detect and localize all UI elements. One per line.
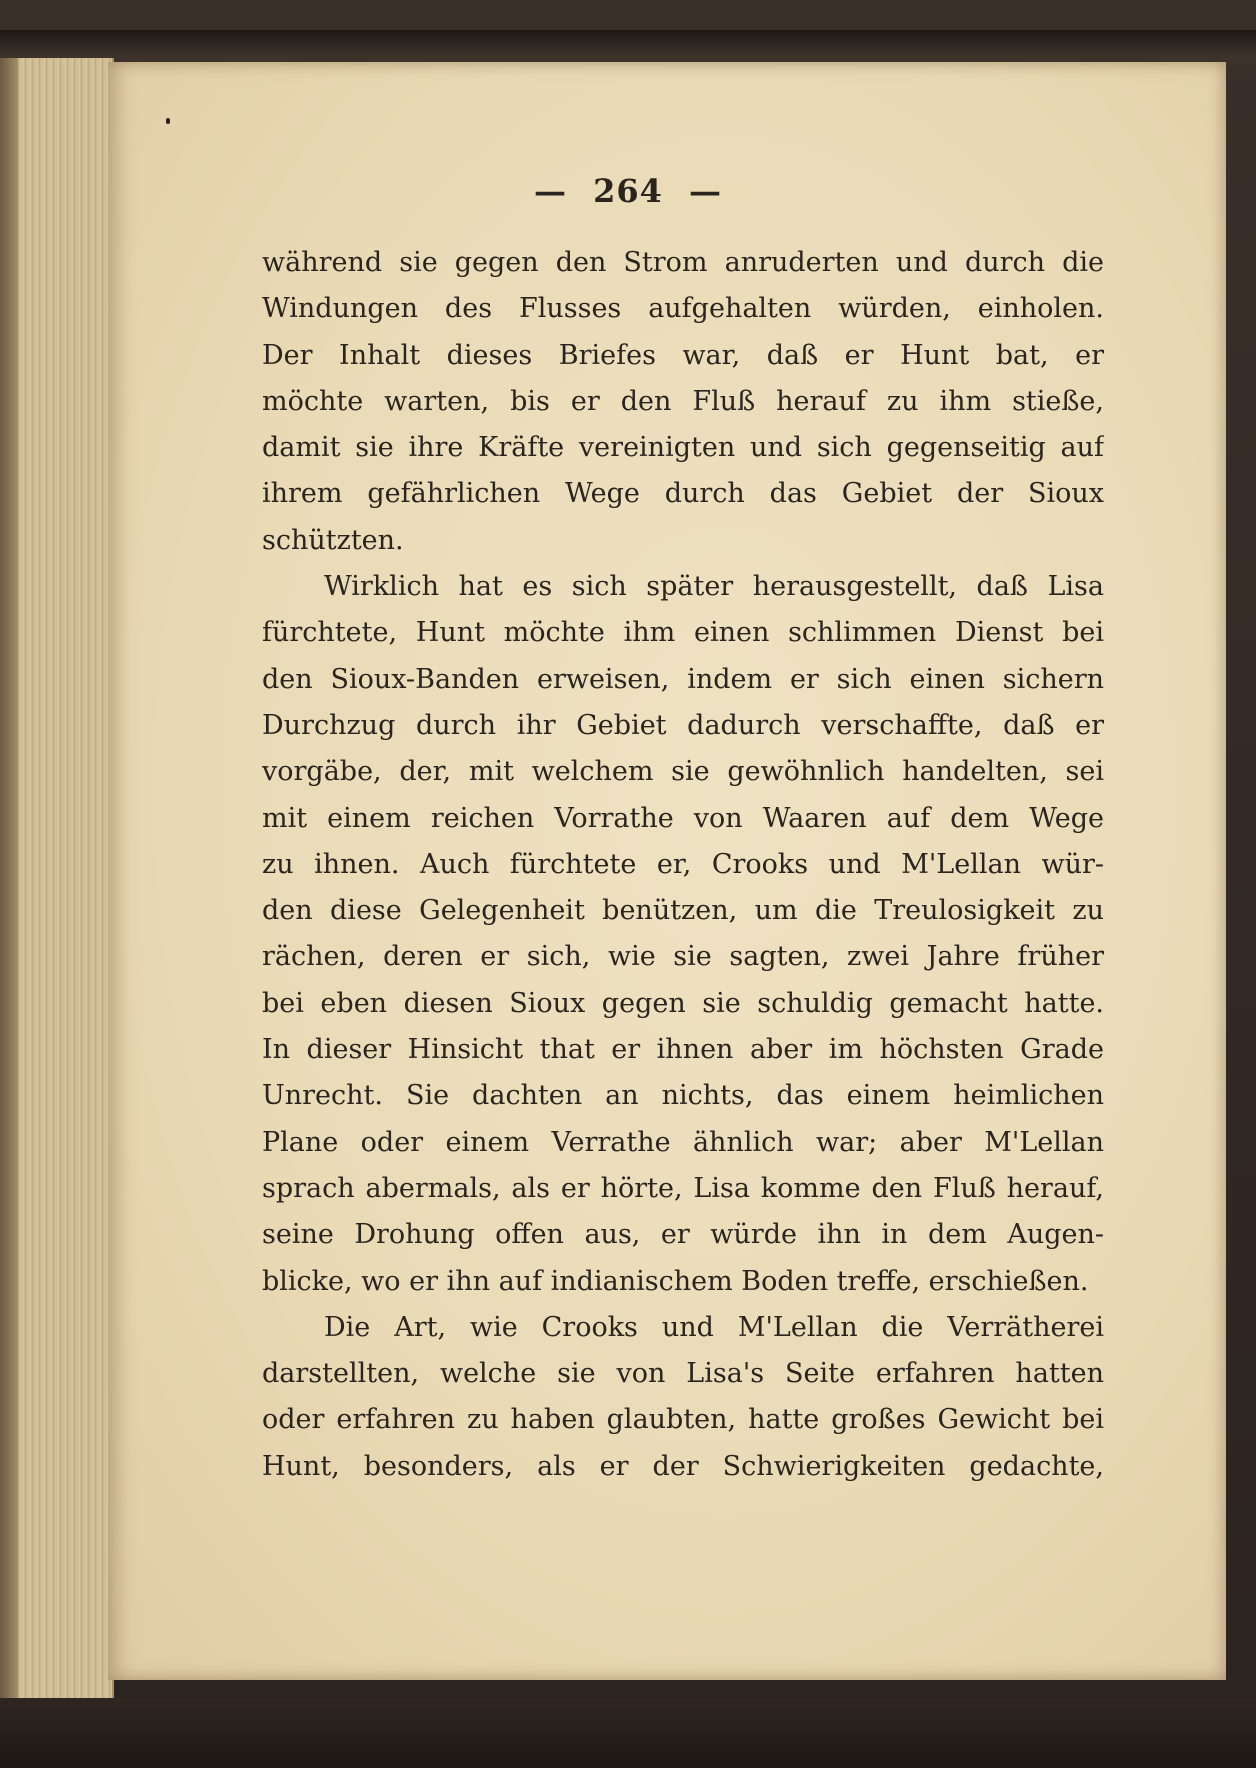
spine-shadow (0, 58, 18, 1698)
text-line: rächen, deren er sich, wie sie sagten, zwei Jahre früher (262, 941, 1104, 973)
text-line: sprach abermals, als er hörte, Lisa komme den Fluß herauf, (262, 1172, 1104, 1204)
text-line: mit einem reichen Vorrathe von Waaren auf dem Wege (262, 802, 1104, 834)
text-line: Windungen des Flusses aufgehalten würden, einholen. (262, 293, 1104, 325)
text-line: blicke, wo er ihn auf indianischem Boden treffe, erschießen. (262, 1265, 1089, 1297)
text-line: schützten. (262, 524, 404, 556)
text-line: möchte warten, bis er den Fluß herauf zu ihm stieße, (262, 385, 1104, 417)
text-line: Plane oder einem Verrathe ähnlich war; aber M'Lellan (262, 1126, 1104, 1158)
text-line: Wirklich hat es sich später herausgestellt, daß Lisa (324, 571, 1104, 603)
text-line: Unrecht. Sie dachten an nichts, das einem heimlichen (262, 1080, 1104, 1112)
text-line: Hunt, besonders, als er der Schwierigkeiten gedachte, (262, 1450, 1104, 1482)
text-line: darstellten, welche sie von Lisa's Seite erfahren hatten (262, 1358, 1104, 1390)
book-bottom-edge (0, 1698, 1256, 1768)
body-text (262, 240, 1104, 1490)
text-line: den diese Gelegenheit benützen, um die Treulosigkeit zu (262, 895, 1104, 927)
text-line: bei eben diesen Sioux gegen sie schuldig gemacht hatte. (262, 987, 1104, 1019)
ink-speck (166, 118, 170, 124)
page-number: — 264 — (533, 172, 723, 210)
text-line: In dieser Hinsicht that er ihnen aber im höchsten Grade (262, 1034, 1104, 1066)
text-line: seine Drohung offen aus, er würde ihn in dem Augen- (262, 1219, 1104, 1251)
text-line: den Sioux-Banden erweisen, indem er sich einen sichern (262, 663, 1104, 695)
text-line: während sie gegen den Strom anruderten und durch die (262, 247, 1104, 278)
text-line: Die Art, wie Crooks und M'Lellan die Verrätherei (324, 1311, 1104, 1343)
text-line: Der Inhalt dieses Briefes war, daß er Hunt bat, er (262, 339, 1104, 371)
text-line: oder erfahren zu haben glaubten, hatte großes Gewicht bei (262, 1404, 1104, 1436)
text-line: ihrem gefährlichen Wege durch das Gebiet der Sioux (262, 478, 1104, 510)
text-line: zu ihnen. Auch fürchtete er, Crooks und M'Lellan wür- (262, 848, 1104, 880)
text-line: fürchtete, Hunt möchte ihm einen schlimmen Dienst bei (262, 617, 1104, 649)
text-line: vorgäbe, der, mit welchem sie gewöhnlich handelten, sei (262, 756, 1104, 788)
text-line: Durchzug durch ihr Gebiet dadurch verschaffte, daß er (262, 709, 1104, 741)
text-line: damit sie ihre Kräfte vereinigten und sich gegenseitig auf (262, 432, 1104, 464)
